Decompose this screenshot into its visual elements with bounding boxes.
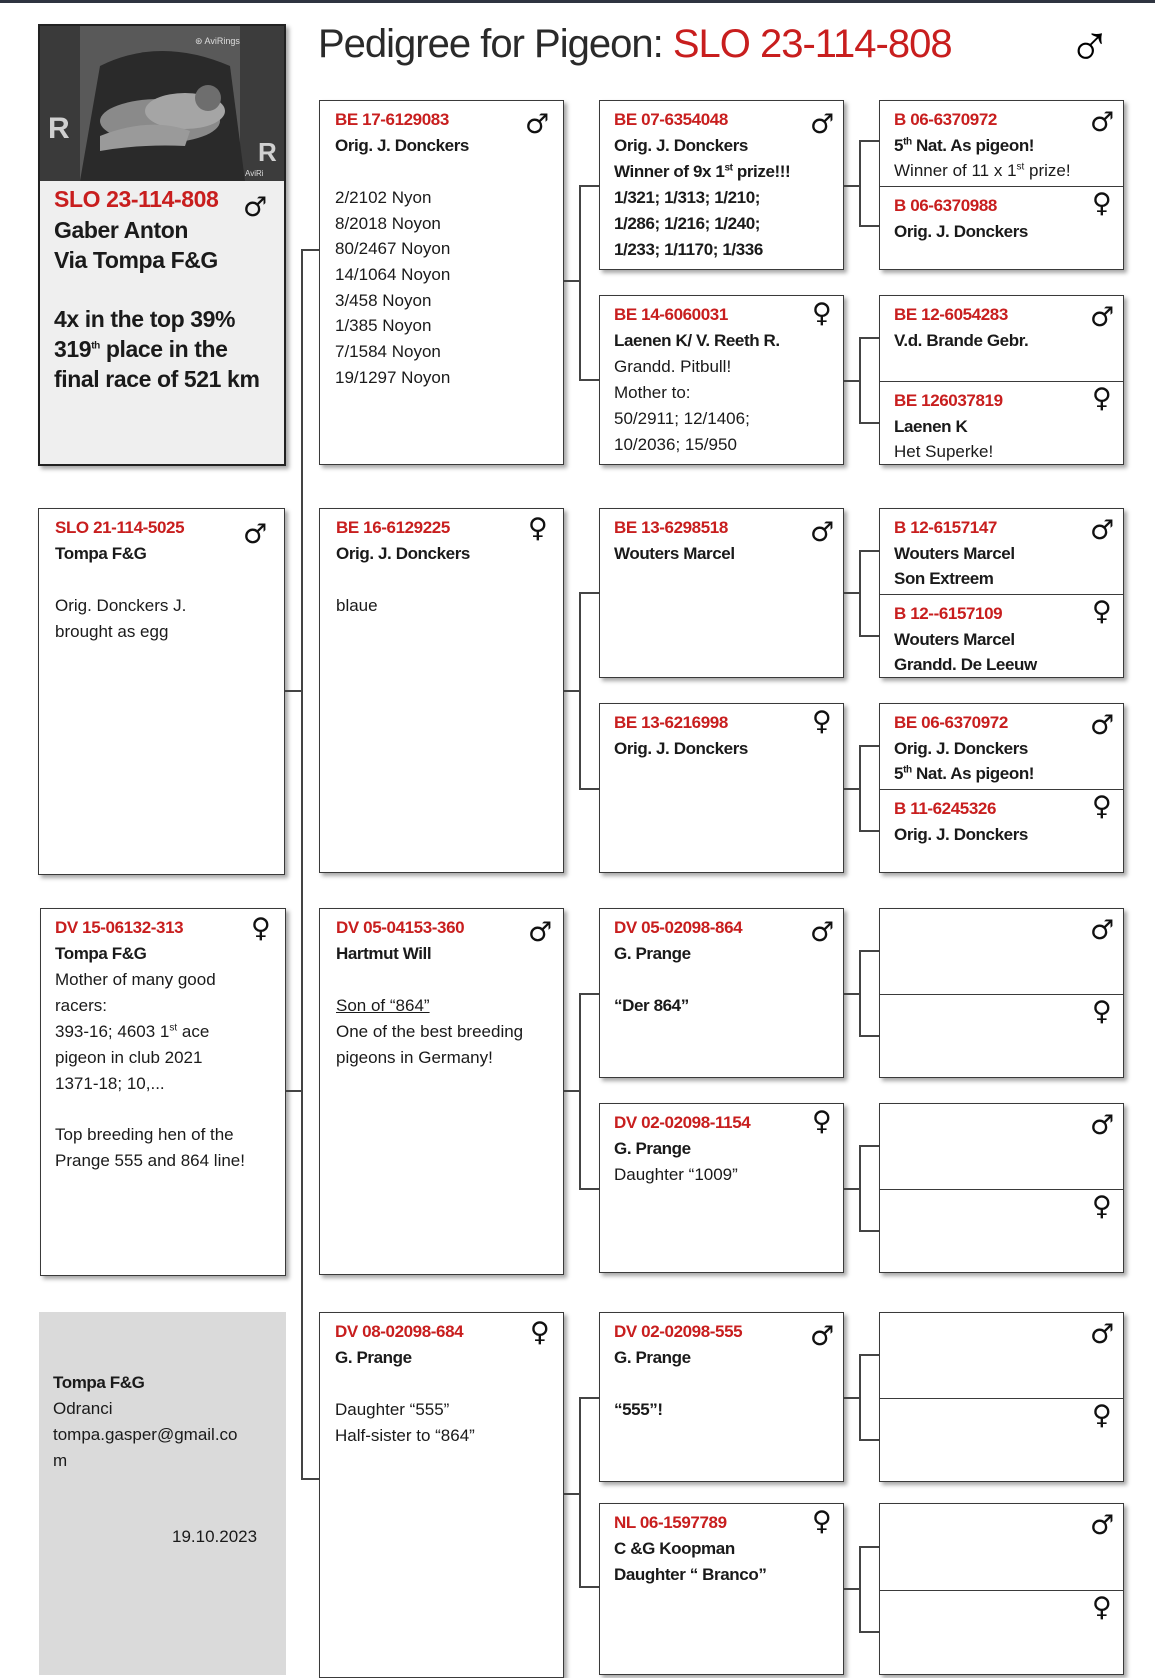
gen3-2-name: Wouters Marcel (614, 544, 735, 563)
female-symbol-icon: ♀ (812, 1506, 832, 1537)
subject-ring: SLO 23-114-808 (54, 186, 219, 212)
gen2-0-result: 2/2102 Nyon (335, 188, 432, 207)
gen2-2-note: One of the best breeding pigeons in Germany! (336, 1022, 524, 1067)
male-symbol-icon: ♂ (243, 192, 268, 223)
male-symbol-icon: ♂ (1090, 107, 1115, 138)
gen2-0-name: Orig. J. Donckers (335, 136, 469, 155)
dam-note: Mother of many good racers: (55, 970, 216, 1015)
male-symbol-icon: ♂ (1090, 1510, 1115, 1541)
gen3-card-0 (599, 100, 844, 270)
breeder-email: tompa.gasper@gmail.co (53, 1425, 238, 1444)
gen4-3-bottom-line-1: Orig. J. Donckers (894, 825, 1028, 844)
female-symbol-icon: ♀ (1092, 1191, 1112, 1222)
breeder-name: Tompa F&G (53, 1373, 145, 1392)
gen3-card-6 (599, 1312, 844, 1482)
svg-text:AviRi: AviRi (245, 169, 264, 178)
gen4-2-top-line-1: Wouters Marcel (894, 544, 1015, 563)
gen4-0-top-line-2: Winner of 11 x 1st prize! (894, 161, 1071, 180)
gen2-1-name: Orig. J. Donckers (336, 544, 470, 563)
gen3-5-name: G. Prange (614, 1139, 691, 1158)
gen4-1-bottom-line-1: Laenen K (894, 417, 968, 436)
sire-note-1: Orig. Donckers J. (55, 596, 187, 615)
gen4-3-bottom-ring: B 11-6245326 (894, 799, 997, 818)
pigeon-photo (40, 26, 285, 181)
female-symbol-icon: ♀ (1092, 188, 1112, 219)
gen2-3-ring: DV 08-02098-684 (335, 1322, 464, 1341)
sire-ring: SLO 21-114-5025 (55, 518, 185, 537)
gen3-7-ring: NL 06-1597789 (614, 1513, 727, 1532)
gen4-2-top-ring: B 12-6157147 (894, 518, 997, 537)
gen2-0-result: 1/385 Noyon (335, 316, 432, 335)
male-symbol-icon: ♂ (810, 517, 835, 548)
gen3-7-name: C &G Koopman (614, 1539, 735, 1558)
gen4-0-top-line-1: 5th Nat. As pigeon! (894, 136, 1035, 155)
gen3-0-ring: BE 07-6354048 (614, 110, 728, 129)
male-symbol-icon: ♂ (810, 917, 835, 948)
gen4-2-bottom-line-2: Grandd. De Leeuw (894, 655, 1037, 674)
female-symbol-icon: ♀ (1092, 791, 1112, 822)
gen4-1-top-ring: BE 12-6054283 (894, 305, 1008, 324)
title-prefix: Pedigree for Pigeon: (318, 22, 663, 66)
gen3-4-note: “Der 864” (614, 996, 689, 1015)
gen3-6-ring: DV 02-02098-555 (614, 1322, 743, 1341)
female-symbol-icon: ♀ (1092, 1400, 1112, 1431)
gen2-0-result: 19/1297 Noyon (335, 368, 451, 387)
gen3-5-ring: DV 02-02098-1154 (614, 1113, 751, 1132)
gen2-0-result: 80/2467 Noyon (335, 239, 451, 258)
gen4-0-top-ring: B 06-6370972 (894, 110, 997, 129)
female-symbol-icon: ♀ (812, 1106, 832, 1137)
female-symbol-icon: ♀ (251, 913, 271, 944)
male-symbol-icon: ♂ (1090, 302, 1115, 333)
dam-note-2: Top breeding hen of the Prange 555 and 864 line! (55, 1125, 245, 1170)
gen3-6-name: G. Prange (614, 1348, 691, 1367)
gen3-0-line: 1/321; 1/313; 1/210; (614, 188, 761, 207)
gen4-card-1 (879, 295, 1124, 465)
gen2-2-name: Hartmut Will (336, 944, 432, 963)
gen3-card-1 (599, 295, 844, 465)
gen2-0-result: 14/1064 Noyon (335, 265, 451, 284)
female-symbol-icon: ♀ (812, 298, 832, 329)
gen4-card-4 (879, 908, 1124, 1078)
gen2-card-dam-sire (319, 908, 564, 1275)
sire-card (38, 508, 285, 875)
gen3-1-name: Laenen K/ V. Reeth R. (614, 331, 780, 350)
female-symbol-icon: ♀ (1092, 996, 1112, 1027)
gen4-card-5 (879, 1103, 1124, 1273)
gen3-1-line: 10/2036; 15/950 (614, 435, 737, 454)
gen3-0-line: 1/286; 1/216; 1/240; (614, 214, 761, 233)
gen4-3-top-line-2: 5th Nat. As pigeon! (894, 764, 1035, 783)
gen2-2-link: Son of “864” (336, 996, 430, 1015)
subject-card (38, 24, 286, 466)
gen3-card-3 (599, 703, 844, 873)
gen4-1-bottom-line-2: Het Superke! (894, 442, 994, 461)
gen2-2-ring: DV 05-04153-360 (336, 918, 465, 937)
subject-note-1: 4x in the top 39% (54, 306, 236, 332)
female-symbol-icon: ♀ (528, 513, 548, 544)
gen3-0-line: 1/233; 1/1170; 1/336 (614, 240, 763, 259)
subject-via: Via Tompa F&G (54, 247, 218, 273)
top-border (0, 0, 1155, 3)
female-symbol-icon: ♀ (530, 1317, 550, 1348)
gen3-card-5 (599, 1103, 844, 1273)
male-symbol-icon: ♂ (1090, 1319, 1115, 1350)
gen3-card-2 (599, 508, 844, 678)
gen4-0-bottom-line-1: Orig. J. Donckers (894, 222, 1028, 241)
gen3-card-7 (599, 1503, 844, 1675)
gen2-0-ring: BE 17-6129083 (335, 110, 449, 129)
gen4-card-0 (879, 100, 1124, 270)
gen2-card-sire-sire (319, 100, 564, 465)
gen2-1-note: blaue (336, 596, 378, 615)
gen2-0-result: 8/2018 Noyon (335, 214, 441, 233)
male-symbol-icon: ♂ (528, 917, 553, 948)
gen3-2-ring: BE 13-6298518 (614, 518, 728, 537)
dam-result-2: 1371-18; 10,... (55, 1074, 165, 1093)
gen4-card-6 (879, 1312, 1124, 1482)
pigeon-photo-image (40, 26, 285, 181)
gen3-1-line: 50/2911; 12/1406; (614, 409, 750, 428)
gen4-1-top-line-1: V.d. Brande Gebr. (894, 331, 1029, 350)
male-symbol-icon: ♂ (525, 109, 550, 140)
male-symbol-icon: ♂ (1090, 915, 1115, 946)
female-symbol-icon: ♀ (1092, 383, 1112, 414)
breeder-place: Odranci (53, 1399, 113, 1418)
gen3-7-note: Daughter “ Branco” (614, 1565, 767, 1584)
female-symbol-icon: ♀ (1092, 596, 1112, 627)
gen2-card-sire-dam (319, 508, 564, 873)
gen3-0-name: Orig. J. Donckers (614, 136, 748, 155)
svg-text:R: R (48, 112, 70, 145)
gen3-6-note: “555”! (614, 1400, 663, 1419)
gen4-3-top-line-1: Orig. J. Donckers (894, 739, 1028, 758)
gen2-1-ring: BE 16-6129225 (336, 518, 450, 537)
male-symbol-icon: ♂ (810, 109, 835, 140)
gen4-2-bottom-line-1: Wouters Marcel (894, 630, 1015, 649)
gen3-1-ring: BE 14-6060031 (614, 305, 728, 324)
male-symbol-icon: ♂ (810, 1321, 835, 1352)
gen3-4-ring: DV 05-02098-864 (614, 918, 743, 937)
gen4-card-2 (879, 508, 1124, 678)
dam-ring: DV 15-06132-313 (55, 918, 184, 937)
breeder-panel (39, 1312, 286, 1675)
gen2-0-result: 7/1584 Noyon (335, 342, 441, 361)
male-symbol-icon: ♂ (243, 519, 268, 550)
dam-card (40, 908, 286, 1276)
gen4-3-top-ring: BE 06-6370972 (894, 713, 1008, 732)
gen3-4-name: G. Prange (614, 944, 691, 963)
subject-note-2: 319th place in the (54, 336, 228, 362)
dam-result-1: 393-16; 4603 1st ace pigeon in club 2021 (55, 1022, 210, 1067)
gen2-3-name: G. Prange (335, 1348, 412, 1367)
gen3-3-ring: BE 13-6216998 (614, 713, 728, 732)
gen3-5-note: Daughter “1009” (614, 1165, 738, 1184)
gen4-2-top-line-2: Son Extreem (894, 569, 994, 588)
page-title (318, 22, 952, 67)
male-symbol-icon: ♂ (1090, 1110, 1115, 1141)
gen3-0-win: Winner of 9x 1st prize!!! (614, 162, 791, 181)
gen2-card-dam-dam (319, 1312, 564, 1678)
sire-note-2: brought as egg (55, 622, 169, 641)
male-symbol-icon: ♂ (1090, 710, 1115, 741)
title-ring: SLO 23-114-808 (672, 22, 952, 66)
gen4-card-7 (879, 1503, 1124, 1675)
gen2-3-note-2: Half-sister to “864” (335, 1426, 475, 1445)
pedigree-date: 19.10.2023 (172, 1527, 258, 1546)
gen4-card-3 (879, 703, 1124, 873)
gen3-card-4 (599, 908, 844, 1078)
gen3-1-line: Mother to: (614, 383, 691, 402)
subject-note-3: final race of 521 km (54, 366, 260, 392)
male-symbol-icon: ♂ (1090, 515, 1115, 546)
dam-name: Tompa F&G (55, 944, 147, 963)
sire-name: Tompa F&G (55, 544, 147, 563)
gen2-0-result: 3/458 Noyon (335, 291, 432, 310)
gen3-3-name: Orig. J. Donckers (614, 739, 748, 758)
gen4-1-bottom-ring: BE 126037819 (894, 391, 1003, 410)
gen4-0-bottom-ring: B 06-6370988 (894, 196, 997, 215)
gen4-2-bottom-ring: B 12--6157109 (894, 604, 1003, 623)
female-symbol-icon: ♀ (1092, 1592, 1112, 1623)
svg-text:⊛ AviRings: ⊛ AviRings (195, 36, 240, 46)
svg-text:R: R (258, 137, 277, 167)
breeder-email-end: m (53, 1451, 68, 1470)
gen2-3-note-1: Daughter “555” (335, 1400, 450, 1419)
gen3-1-line: Grandd. Pitbull! (614, 357, 732, 376)
female-symbol-icon: ♀ (812, 706, 832, 737)
subject-owner: Gaber Anton (54, 217, 189, 243)
male-symbol-icon: ♂ (1068, 14, 1112, 79)
